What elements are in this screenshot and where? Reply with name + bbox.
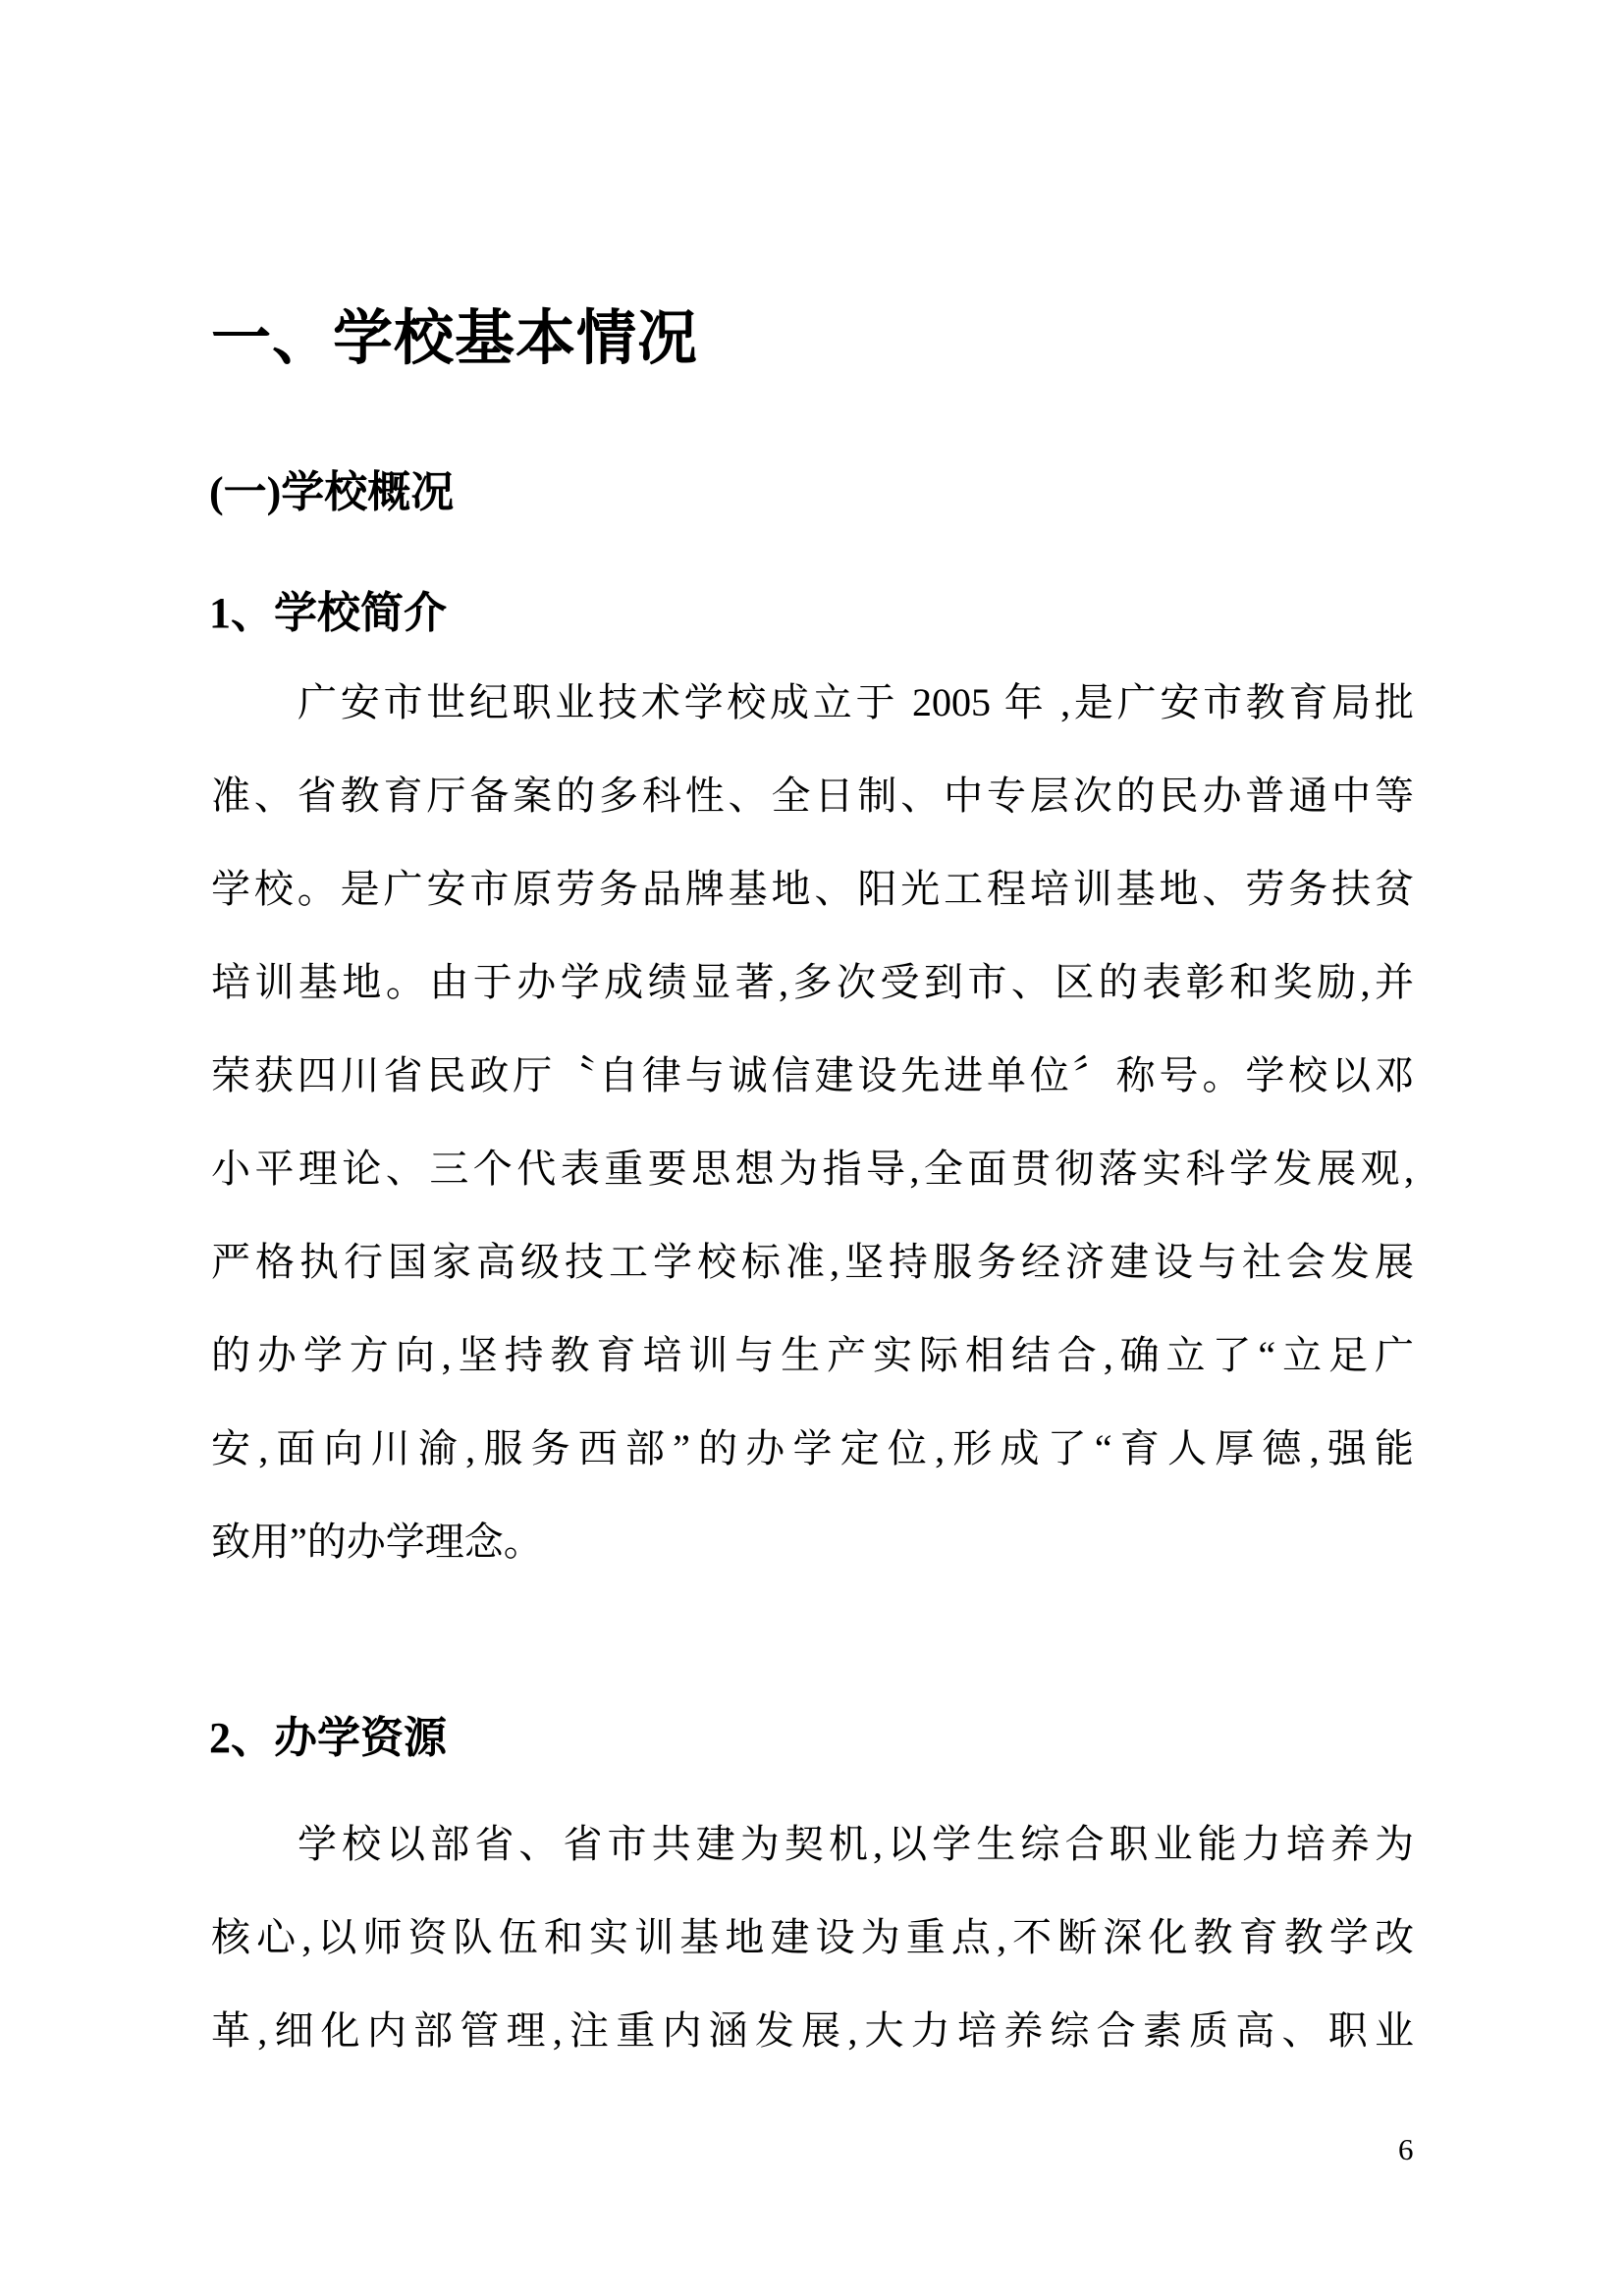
paragraph-school-intro — [211, 656, 1414, 1588]
page-number: 6 — [1398, 2132, 1414, 2166]
section-heading: 一、学校基本情况 — [211, 303, 699, 373]
text-line: 革,细化内部管理,注重内涵发展,大力培养综合素质高、职业 — [211, 2008, 1414, 2053]
text-line: 安,面向川渝,服务西部”的办学定位,形成了“育人厚德,强能 — [211, 1426, 1414, 1470]
text-line: 培训基地。由于办学成绩显著,多次受到市、区的表彰和奖励,并 — [211, 960, 1414, 1004]
topic-heading-school-resources: 2、办学资源 — [209, 1714, 447, 1762]
subsection-heading: (一)学校概况 — [209, 468, 455, 516]
text-line: 核心,以师资队伍和实训基地建设为重点,不断深化教育教学改 — [211, 1915, 1414, 1959]
text-line: 严格执行国家高级技工学校标准,坚持服务经济建设与社会发展 — [211, 1240, 1414, 1284]
text-line: 广安市世纪职业技术学校成立于 2005 年 ,是广安市教育局批 — [298, 680, 1414, 724]
topic-heading-school-profile: 1、学校简介 — [209, 589, 447, 637]
text-line: 的办学方向,坚持教育培训与生产实际相结合,确立了“立足广 — [211, 1333, 1414, 1377]
text-line: 小平理论、三个代表重要思想为指导,全面贯彻落实科学发展观, — [211, 1147, 1414, 1191]
text-line: 致用”的办学理念。 — [211, 1520, 543, 1564]
text-line: 学校以部省、省市共建为契机,以学生综合职业能力培养为 — [298, 1822, 1414, 1866]
text-line: 荣获四川省民政厅〝自律与诚信建设先进单位〞称号。学校以邓 — [211, 1053, 1414, 1097]
text-line: 学校。是广安市原劳务品牌基地、阳光工程培训基地、劳务扶贫 — [211, 867, 1414, 911]
text-line: 准、省教育厅备案的多科性、全日制、中专层次的民办普通中等 — [211, 774, 1414, 818]
paragraph-school-resources — [211, 1797, 1414, 2077]
